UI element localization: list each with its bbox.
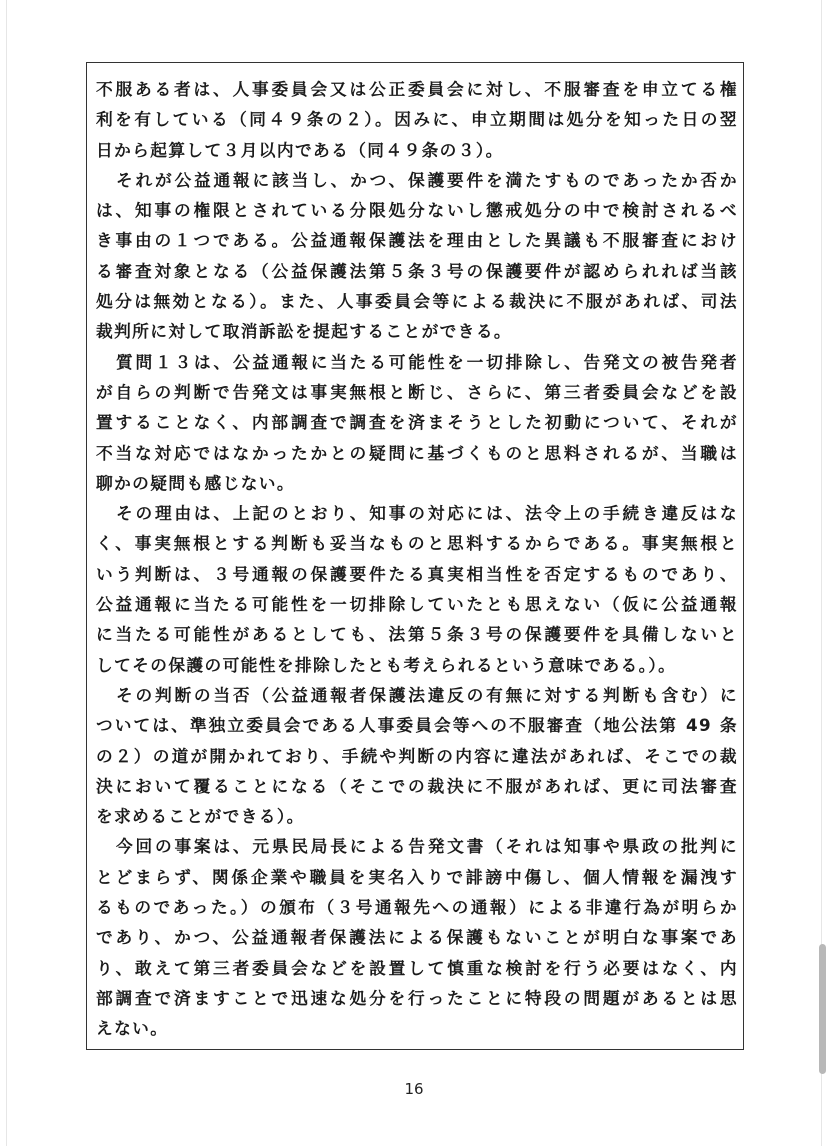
text-line: 決において覆ることになる（そこでの裁決に不服があれば、更に司法審査 — [96, 775, 738, 796]
left-edge — [6, 0, 7, 1146]
text-line: に当たる可能性があるとしても、法第５条３号の保護要件を具備しないと — [96, 624, 738, 645]
text-line: であり、かつ、公益通報者保護法による保護もないことが明白な事案であ — [96, 927, 738, 948]
text-line: 日から起算して３月以内である（同４９条の３）。 — [96, 139, 504, 160]
text-line: 聊かの疑問も感じない。 — [96, 472, 295, 493]
text-line: 置することなく、内部調査で調査を済まそうとした初動について、それが — [96, 412, 738, 433]
scrollbar-thumb[interactable] — [819, 944, 826, 1074]
text-line: とどまらず、関係企業や職員を実名入りで誹謗中傷し、個人情報を漏洩す — [96, 866, 738, 887]
text-line: 処分は無効となる）。また、人事委員会等による裁決に不服があれば、司法 — [96, 291, 738, 312]
text-line: き事由の１つである。公益通報保護法を理由とした異議も不服審査におけ — [96, 230, 738, 251]
text-line: その判断の当否（公益通報者保護法違反の有無に対する判断も含む）に — [116, 684, 738, 705]
text-line: 今回の事案は、元県民局長による告発文書（それは知事や県政の批判に — [116, 836, 738, 857]
text-line: 裁判所に対して取消訴訟を提起することができる。 — [96, 321, 513, 342]
text-line: り、敢えて第三者委員会などを設置して慎重な検討を行う必要はなく、内 — [96, 957, 738, 978]
text-line: 不服ある者は、人事委員会又は公正委員会に対し、不服審査を申立てる権 — [96, 79, 738, 99]
page-number: 16 — [404, 1080, 424, 1098]
text-line: いう判断は、３号通報の保護要件たる真実相当性を否定するものであり、 — [96, 563, 738, 584]
text-line: その理由は、上記のとおり、知事の対応には、法令上の手続き違反はな — [116, 503, 738, 524]
text-line: えない。 — [96, 1018, 169, 1039]
text-line: 部調査で済ますことで迅速な処分を行ったことに特段の問題があるとは思 — [96, 987, 738, 1008]
text-line: を求めることができる）。 — [96, 806, 305, 827]
text-line: の２）の道が開かれており、手続や判断の内容に違法があれば、そこでの裁 — [96, 745, 738, 766]
text-line: る審査対象となる（公益保護法第５条３号の保護要件が認められれば当該 — [96, 260, 738, 281]
document-body — [96, 74, 738, 1044]
text-line: は、知事の権限とされている分限処分ないし懲戒処分の中で検討されるべ — [96, 200, 738, 221]
text-line: く、事実無根とする判断も妥当なものと思料するからである。事実無根と — [96, 533, 738, 554]
text-line: が自らの判断で告発文は事実無根と断じ、さらに、第三者委員会などを設 — [96, 381, 738, 402]
text-line: 不当な対応ではなかったかとの疑問に基づくものと思料されるが、当職は — [96, 442, 738, 463]
text-line: してその保護の可能性を排除したとも考えられるという意味である。）。 — [96, 654, 677, 675]
text-line: 利を有している（同４９条の２）。因みに、申立期間は処分を知った日の翌 — [96, 109, 738, 130]
text-line: 質問１３は、公益通報に当たる可能性を一切排除し、告発文の被告発者 — [116, 351, 738, 372]
text-line: るものであった。）の頒布（３号通報先への通報）による非違行為が明らか — [96, 897, 738, 918]
text-line: ついては、準独立委員会である人事委員会等への不服審査（地公法第 49 条 — [96, 715, 738, 736]
text-line: 公益通報に当たる可能性を一切排除していたとも思えない（仮に公益通報 — [96, 594, 738, 615]
text-line: それが公益通報に該当し、かつ、保護要件を満たすものであったか否か — [116, 169, 738, 190]
